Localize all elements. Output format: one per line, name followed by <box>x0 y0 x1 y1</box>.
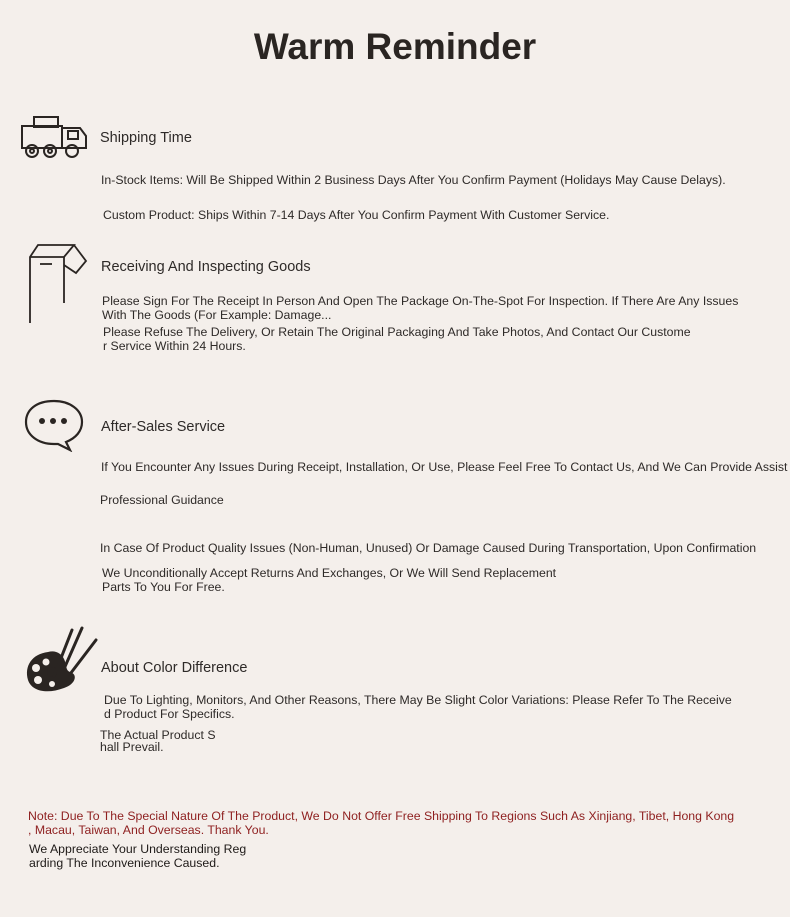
truck-icon <box>18 114 106 162</box>
after-sales-text: We Unconditionally Accept Returns And Exchanges, Or We Will Send Replacement <box>102 566 557 580</box>
receiving-text: With The Goods (For Example: Damage... <box>102 308 332 322</box>
shipping-note: Note: Due To The Special Nature Of The Product, We Do Not Offer Free Shipping To Regions Such As Xinjiang, Tibet, Hong Kong <box>28 809 735 823</box>
after-sales-text: Parts To You For Free. <box>102 580 225 594</box>
section-heading-receiving: Receiving And Inspecting Goods <box>101 259 311 275</box>
page-title: Warm Reminder <box>253 26 537 67</box>
shipping-text: In-Stock Items: Will Be Shipped Within 2 Business Days After You Confirm Payment (Holidays May Cause Delays). <box>101 173 726 187</box>
paint-palette-icon <box>24 624 100 694</box>
section-heading-after-sales: After-Sales Service <box>101 419 226 435</box>
after-sales-text: If You Encounter Any Issues During Receipt, Installation, Or Use, Please Feel Free To Contact Us, And We Can Provide Assist <box>101 460 788 474</box>
color-text: The Actual Product S <box>100 728 216 742</box>
color-text: hall Prevail. <box>100 740 164 754</box>
section-heading-color: About Color Difference <box>101 660 248 676</box>
shipping-text: Custom Product: Ships Within 7-14 Days After You Confirm Payment With Customer Service. <box>103 208 610 222</box>
after-sales-text: In Case Of Product Quality Issues (Non-Human, Unused) Or Damage Caused During Transportation, Upon Confirmation <box>100 541 757 555</box>
chat-bubble-icon <box>24 398 86 452</box>
section-heading-shipping: Shipping Time <box>100 130 192 146</box>
receiving-text: Please Refuse The Delivery, Or Retain The Original Packaging And Take Photos, And Contact Our Custome <box>103 325 691 339</box>
receiving-text: r Service Within 24 Hours. <box>103 339 246 353</box>
shipping-note: , Macau, Taiwan, And Overseas. Thank You. <box>28 823 269 837</box>
receiving-text: Please Sign For The Receipt In Person And Open The Package On-The-Spot For Inspection. If There Are Any Issues <box>102 294 739 308</box>
after-sales-text: Professional Guidance <box>100 493 224 507</box>
closing-text: We Appreciate Your Understanding Reg <box>29 842 247 856</box>
color-text: d Product For Specifics. <box>104 707 235 721</box>
color-text: Due To Lighting, Monitors, And Other Reasons, There May Be Slight Color Variations: Please Refer To The Receive <box>104 693 732 707</box>
box-icon <box>24 243 96 325</box>
closing-text: arding The Inconvenience Caused. <box>29 856 220 870</box>
